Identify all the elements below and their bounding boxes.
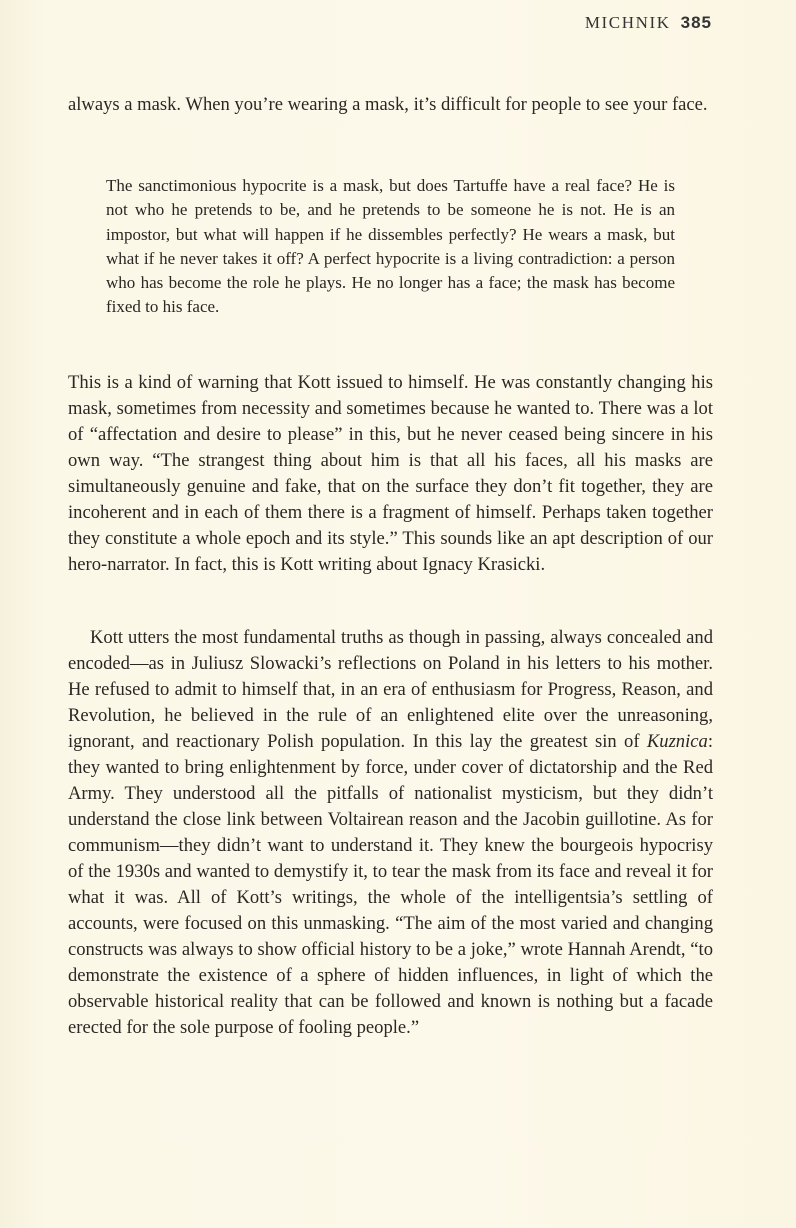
paragraph-text-part-2: : they wanted to bring enlightenment by force, under cover of dictatorship and the Red Army. They understood all the pitfalls of nationalist mysticism, but they didn’t understand the close link between Voltairean reason and the Jacobin guillotine. As for communism—they didn’t want to understand it. They knew the bourgeois hypocrisy of the 1930s and wanted to demystify it, to tear the mask from its face and reveal it for what it was. All of Kott’s writings, the whole of the intelligentsia’s settling of accounts, were focused on this unmasking. “The aim of the most varied and changing constructs was always to show official history to be a joke,” wrote Hannah Arendt, “to demonstrate the existence of a sphere of hidden influences, in light of which the observable historical reality that can be followed and known is nothing but a facade erected for the sole purpose of fooling people.” xyxy=(68,731,713,1038)
paragraph-text-part-1: Kott utters the most fundamental truths as though in passing, always concealed and encoded—as in Juliusz Slowacki’s reflections on Poland in his letters to his mother. He refused to admit to himself that, in an era of enthusiasm for Progress, Reason, and Revolution, he believed in the rule of an enlightened elite over the unreasoning, ignorant, and reactionary Polish population. In this lay the greatest sin of xyxy=(68,627,713,752)
continued-paragraph: always a mask. When you’re wearing a mask, it’s difficult for people to see your face. xyxy=(68,94,708,115)
page-number: 385 xyxy=(680,13,712,32)
italic-title-kuznica: Kuznica xyxy=(646,731,708,752)
running-title: MICHNIK xyxy=(584,13,671,32)
paragraph-kott-truths xyxy=(68,625,713,1041)
paragraph-warning: This is a kind of warning that Kott issued to himself. He was constantly changing his mask, sometimes from necessity and sometimes because he wanted to. There was a lot of “affectation and desire to please” in this, but he never ceased being sincere in his own way. “The strangest thing about him is that all his faces, all his masks are simultaneously genuine and fake, that on the surface they don’t fit together, they are incoherent and in each of them there is a fragment of himself. Perhaps taken together they constitute a whole epoch and its style.” This sounds like an apt description of our hero-narrator. In fact, this is Kott writing about Ignacy Krasicki. xyxy=(68,372,713,575)
running-header xyxy=(585,13,712,33)
block-quote: The sanctimonious hypocrite is a mask, but does Tartuffe have a real face? He is not who he pretends to be, and he pretends to be someone he is not. He is an impostor, but what will happen if he dissembles perfectly? He wears a mask, but what if he never takes it off? A perfect hypocrite is a living contradiction: a person who has become the role he plays. He no longer has a face; the mask has become fixed to his face. xyxy=(106,176,675,317)
